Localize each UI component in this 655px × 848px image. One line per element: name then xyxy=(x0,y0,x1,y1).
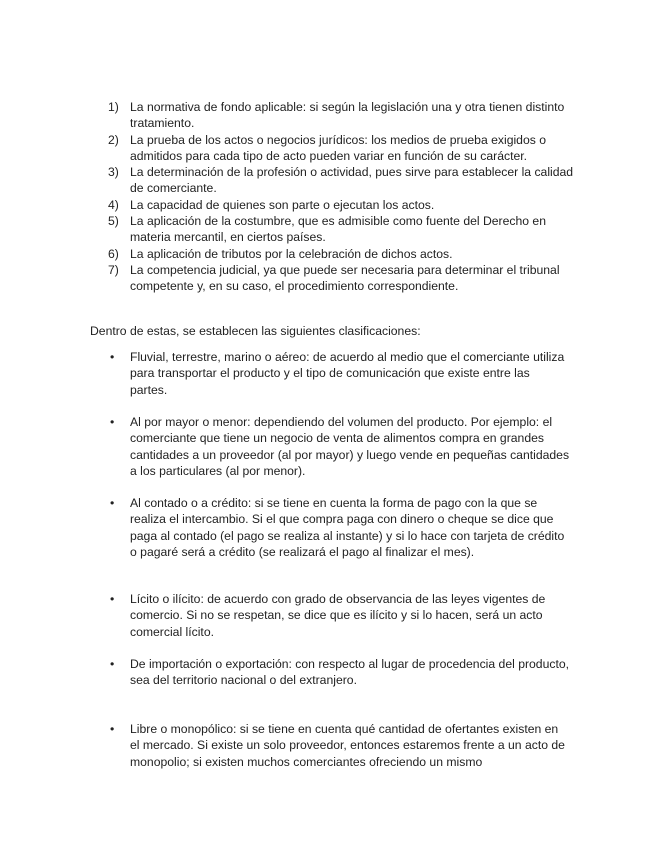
bullet-item xyxy=(110,656,570,689)
list-item xyxy=(108,213,578,246)
list-marker: 4) xyxy=(108,197,119,212)
list-item-text: La prueba de los actos o negocios jurídicos: los medios de prueba exigidos o admitidos para cada tipo de acto pueden variar en función de su carácter. xyxy=(130,132,546,163)
bullet-item xyxy=(110,349,570,398)
list-marker: 6) xyxy=(108,246,119,261)
list-item-text: La competencia judicial, ya que puede ser necesaria para determinar el tribunal competente y, en su caso, el procedimiento correspondiente. xyxy=(130,262,560,294)
numbered-list xyxy=(108,99,578,295)
list-item xyxy=(108,197,578,213)
bullet-text: Al contado o a crédito: si se tiene en cuenta la forma de pago con la que se realiza el intercambio. Si el que compra paga con dinero o cheque se dice que paga al contado (el pago se realiza al instante) y si lo hace con tarjeta de crédito o pagaré será a crédito (se realizará el pago al finalizar el mes). xyxy=(130,496,565,559)
list-marker: 2) xyxy=(108,132,119,147)
list-item xyxy=(108,262,578,295)
bullet-marker: • xyxy=(110,350,115,364)
list-item-text: La aplicación de tributos por la celebración de dichos actos. xyxy=(130,246,453,261)
list-item xyxy=(108,132,578,165)
list-item xyxy=(108,99,578,132)
bullet-marker: • xyxy=(110,496,115,510)
bullet-marker: • xyxy=(110,722,115,736)
bullet-marker: • xyxy=(110,415,115,429)
intro-paragraph: Dentro de estas, se establecen las siguientes clasificaciones: xyxy=(90,324,421,338)
bullet-text: Al por mayor o menor: dependiendo del volumen del producto. Por ejemplo: el comerciante que tiene un negocio de venta de alimentos compra en grandes cantidades a un proveedor (al por mayor) y luego vende en pequeñas cantidades a los particulares (al por menor). xyxy=(130,415,570,478)
bullet-text: Libre o monopólico: si se tiene en cuenta qué cantidad de ofertantes existen en el mercado. Si existe un solo proveedor, entonces estaremos frente a un acto de monopolio; si existen muchos comerciantes ofreciendo un mismo xyxy=(130,722,565,769)
list-marker: 3) xyxy=(108,165,119,180)
list-item xyxy=(108,164,578,197)
list-marker: 7) xyxy=(108,262,119,277)
bullet-text: Lícito o ilícito: de acuerdo con grado de observancia de las leyes vigentes de comercio. Si no se respetan, se dice que es ilícito y si lo hacen, será un acto comercial lícito. xyxy=(130,592,546,639)
list-item-text: La determinación de la profesión o actividad, pues sirve para establecer la calidad de comerciante. xyxy=(130,165,574,196)
bullet-marker: • xyxy=(110,657,115,671)
bullet-text: Fluvial, terrestre, marino o aéreo: de acuerdo al medio que el comerciante utiliza para transportar el producto y el tipo de comunicación que existe entre las partes. xyxy=(130,350,565,397)
bullet-marker: • xyxy=(110,592,115,606)
list-item-text: La normativa de fondo aplicable: si según la legislación una y otra tienen distinto tratamiento. xyxy=(130,100,565,131)
bullet-item xyxy=(110,721,570,770)
bullet-text: De importación o exportación: con respecto al lugar de procedencia del producto, sea del territorio nacional o del extranjero. xyxy=(130,657,570,688)
list-item-text: La capacidad de quienes son parte o ejecutan los actos. xyxy=(130,197,435,212)
list-marker: 5) xyxy=(108,214,119,229)
bullet-item xyxy=(110,495,570,560)
bullet-item xyxy=(110,591,570,640)
list-item-text: La aplicación de la costumbre, que es admisible como fuente del Derecho en materia mercantil, en ciertos países. xyxy=(130,214,546,245)
bullet-item xyxy=(110,414,570,479)
list-item xyxy=(108,246,578,262)
list-marker: 1) xyxy=(108,100,119,114)
